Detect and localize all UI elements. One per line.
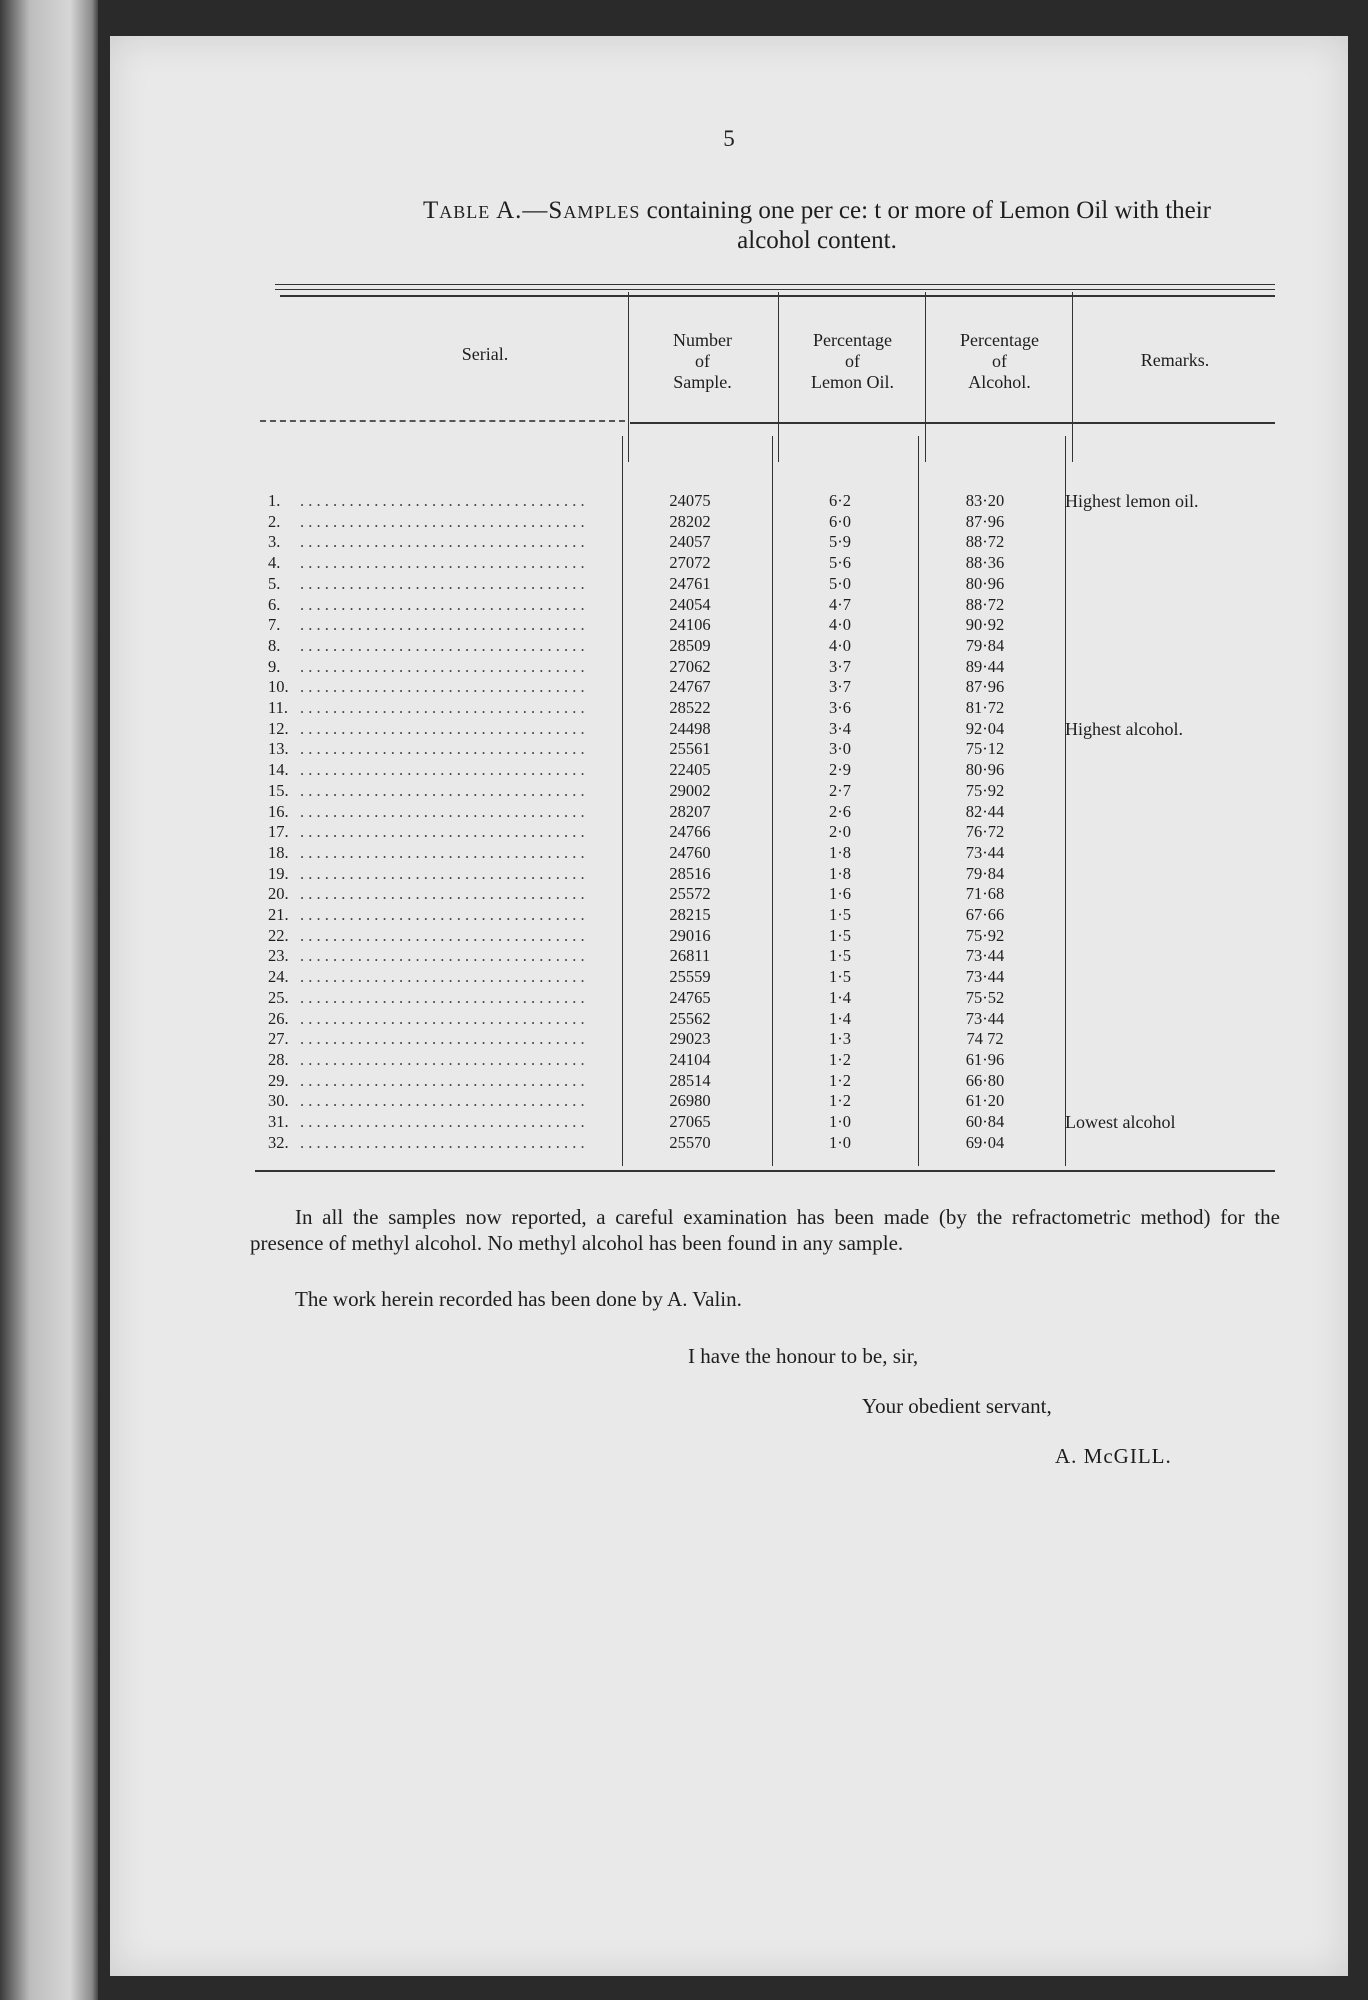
lemon-oil-cell: 3·6	[829, 698, 851, 717]
serial-cell: 26.	[268, 1008, 289, 1028]
serial-cell: 10.	[268, 677, 289, 697]
header-percentage-alcohol: Percentage of Alcohol.	[960, 330, 1039, 392]
column-divider	[925, 292, 926, 462]
alcohol-cell: 71·68	[965, 884, 1005, 904]
sample-number-cell: 28202	[669, 511, 711, 531]
table-row	[110, 739, 1348, 759]
sample-number-cell: 25559	[669, 967, 711, 987]
caption-prefix: Table A.—Samples	[422, 197, 641, 224]
sample-number-cell: 28207	[669, 801, 711, 821]
serial-cell: 14.	[268, 760, 289, 780]
sample-number-cell: 26980	[669, 1091, 711, 1111]
sample-number-cell: 28215	[669, 905, 711, 924]
leader-dots: . . . . . . . . . . . . . . . . . . . . . . . . . . . . . . . . . . .	[300, 946, 585, 966]
closing-line-servant: Your obedient servant,	[862, 1394, 1052, 1418]
sample-number-cell: 26811	[669, 946, 711, 966]
leader-dots: . . . . . . . . . . . . . . . . . . . . . . . . . . . . . . . . . . .	[300, 615, 585, 635]
lemon-oil-cell: 1·5	[829, 925, 851, 945]
table-row	[110, 1029, 1348, 1049]
table-row	[110, 967, 1348, 987]
lemon-oil-cell: 3·7	[829, 677, 851, 697]
table-row	[110, 905, 1348, 925]
alcohol-cell: 89·44	[965, 656, 1005, 676]
sample-number-cell: 24767	[669, 677, 711, 697]
alcohol-cell: 67·66	[965, 905, 1005, 924]
header-percentage-lemon-oil: Percentage of Lemon Oil.	[811, 330, 894, 392]
sample-number-cell: 24057	[669, 532, 711, 552]
leader-dots: . . . . . . . . . . . . . . . . . . . . . . . . . . . . . . . . . . .	[300, 925, 585, 945]
serial-cell: 15.	[268, 780, 289, 800]
serial-cell: 4.	[268, 553, 281, 573]
sample-number-cell: 25562	[669, 1008, 711, 1028]
sample-number-cell: 25561	[669, 739, 711, 759]
serial-cell: 8.	[268, 635, 281, 655]
table-row	[110, 491, 1348, 511]
leader-dots: . . . . . . . . . . . . . . . . . . . . . . . . . . . . . . . . . . .	[300, 780, 585, 800]
document-page	[110, 36, 1348, 1976]
leader-dots: . . . . . . . . . . . . . . . . . . . . . . . . . . . . . . . . . . .	[300, 739, 585, 759]
serial-cell: 32.	[268, 1132, 289, 1152]
remark-cell: Highest alcohol.	[1065, 718, 1183, 739]
table-row	[110, 677, 1348, 697]
lemon-oil-cell: 1·8	[829, 842, 851, 862]
sample-number-cell: 24760	[669, 842, 711, 862]
leader-dots: . . . . . . . . . . . . . . . . . . . . . . . . . . . . . . . . . . .	[300, 553, 585, 573]
leader-dots: . . . . . . . . . . . . . . . . . . . . . . . . . . . . . . . . . . .	[300, 656, 585, 676]
serial-cell: 11.	[268, 698, 289, 717]
alcohol-cell: 90·92	[965, 615, 1005, 635]
table-row	[110, 864, 1348, 884]
alcohol-cell: 73·44	[965, 946, 1005, 966]
table-row	[110, 1050, 1348, 1070]
sample-number-cell: 28522	[669, 698, 711, 717]
alcohol-cell: 82·44	[965, 801, 1005, 821]
table-row	[110, 595, 1348, 615]
sample-number-cell: 24054	[669, 594, 711, 614]
leader-dots: . . . . . . . . . . . . . . . . . . . . . . . . . . . . . . . . . . .	[300, 532, 585, 552]
alcohol-cell: 61·20	[965, 1091, 1005, 1111]
sample-number-cell: 25572	[669, 884, 711, 904]
lemon-oil-cell: 1·5	[829, 905, 851, 924]
header-remarks: Remarks.	[1140, 350, 1210, 370]
serial-cell: 28.	[268, 1049, 289, 1069]
sample-number-cell: 29002	[669, 780, 711, 800]
table-row	[110, 843, 1348, 863]
sample-number-cell: 27065	[669, 1112, 711, 1131]
sample-number-cell: 24761	[669, 573, 711, 593]
table-row	[110, 574, 1348, 594]
table-caption	[282, 196, 1352, 256]
closing-line-honour: I have the honour to be, sir,	[688, 1344, 919, 1368]
lemon-oil-cell: 1·0	[829, 1112, 851, 1131]
table-row	[110, 946, 1348, 966]
leader-dots: . . . . . . . . . . . . . . . . . . . . . . . . . . . . . . . . . . .	[300, 801, 585, 821]
signature-name: A. McGILL.	[1055, 1444, 1172, 1468]
leader-dots: . . . . . . . . . . . . . . . . . . . . . . . . . . . . . . . . . . .	[300, 842, 585, 862]
serial-cell: 5.	[268, 573, 281, 593]
lemon-oil-cell: 1·5	[829, 967, 851, 987]
alcohol-cell: 83·20	[965, 491, 1005, 510]
lemon-oil-cell: 3·4	[829, 718, 851, 738]
table-top-rule	[275, 284, 1275, 290]
lemon-oil-cell: 5·6	[829, 553, 851, 573]
caption-line2: alcohol content.	[737, 227, 897, 254]
lemon-oil-cell: 5·9	[829, 532, 851, 552]
header-serial: Serial.	[461, 344, 509, 364]
alcohol-cell: 88·72	[965, 594, 1005, 614]
leader-dots: . . . . . . . . . . . . . . . . . . . . . . . . . . . . . . . . . . .	[300, 987, 585, 1007]
remark-cell: Lowest alcohol	[1065, 1112, 1176, 1132]
header-bottom-rule	[260, 420, 625, 422]
lemon-oil-cell: 6·2	[829, 491, 851, 510]
caption-line1: containing one per ce: t or more of Lemon Oil with their	[640, 197, 1212, 224]
leader-dots: . . . . . . . . . . . . . . . . . . . . . . . . . . . . . . . . . . .	[300, 905, 585, 924]
serial-cell: 21.	[268, 905, 289, 924]
leader-dots: . . . . . . . . . . . . . . . . . . . . . . . . . . . . . . . . . . .	[300, 491, 585, 510]
leader-dots: . . . . . . . . . . . . . . . . . . . . . . . . . . . . . . . . . . .	[300, 863, 585, 883]
lemon-oil-cell: 5·0	[829, 573, 851, 593]
table-row	[110, 1112, 1348, 1132]
lemon-oil-cell: 4·0	[829, 635, 851, 655]
leader-dots: . . . . . . . . . . . . . . . . . . . . . . . . . . . . . . . . . . .	[300, 1070, 585, 1090]
alcohol-cell: 87·96	[965, 511, 1005, 531]
lemon-oil-cell: 1·2	[829, 1070, 851, 1090]
leader-dots: . . . . . . . . . . . . . . . . . . . . . . . . . . . . . . . . . . .	[300, 760, 585, 780]
table-row	[110, 1133, 1348, 1153]
paragraph-methyl-alcohol: In all the samples now reported, a careful examination has been made (by the refractometric method) for the presence of methyl alcohol. No methyl alcohol has been found in any sample.	[250, 1205, 1280, 1255]
sample-number-cell: 22405	[669, 760, 711, 780]
serial-cell: 29.	[268, 1070, 289, 1090]
serial-cell: 6.	[268, 594, 281, 614]
lemon-oil-cell: 2·7	[829, 780, 851, 800]
sample-number-cell: 24106	[669, 615, 711, 635]
table-row	[110, 719, 1348, 739]
leader-dots: . . . . . . . . . . . . . . . . . . . . . . . . . . . . . . . . . . .	[300, 822, 585, 842]
leader-dots: . . . . . . . . . . . . . . . . . . . . . . . . . . . . . . . . . . .	[300, 1008, 585, 1028]
alcohol-cell: 75·52	[965, 987, 1005, 1007]
leader-dots: . . . . . . . . . . . . . . . . . . . . . . . . . . . . . . . . . . .	[300, 1091, 585, 1111]
sample-number-cell: 25570	[669, 1132, 711, 1152]
leader-dots: . . . . . . . . . . . . . . . . . . . . . . . . . . . . . . . . . . .	[300, 594, 585, 614]
leader-dots: . . . . . . . . . . . . . . . . . . . . . . . . . . . . . . . . . . .	[300, 677, 585, 697]
alcohol-cell: 73·44	[965, 842, 1005, 862]
alcohol-cell: 75·92	[965, 780, 1005, 800]
leader-dots: . . . . . . . . . . . . . . . . . . . . . . . . . . . . . . . . . . .	[300, 884, 585, 904]
serial-cell: 18.	[268, 842, 289, 862]
alcohol-cell: 80·96	[965, 573, 1005, 593]
table-row	[110, 1009, 1348, 1029]
table-row	[110, 926, 1348, 946]
column-divider	[1072, 292, 1073, 462]
serial-cell: 22.	[268, 925, 289, 945]
alcohol-cell: 87·96	[965, 677, 1005, 697]
leader-dots: . . . . . . . . . . . . . . . . . . . . . . . . . . . . . . . . . . .	[300, 1029, 585, 1049]
table-row	[110, 657, 1348, 677]
sample-number-cell: 24104	[669, 1049, 711, 1069]
lemon-oil-cell: 1·6	[829, 884, 851, 904]
serial-cell: 7.	[268, 615, 281, 635]
lemon-oil-cell: 2·6	[829, 801, 851, 821]
leader-dots: . . . . . . . . . . . . . . . . . . . . . . . . . . . . . . . . . . .	[300, 1112, 585, 1131]
alcohol-cell: 88·72	[965, 532, 1005, 552]
alcohol-cell: 79·84	[965, 863, 1005, 883]
table-row	[110, 512, 1348, 532]
sample-number-cell: 24765	[669, 987, 711, 1007]
serial-cell: 20.	[268, 884, 289, 904]
leader-dots: . . . . . . . . . . . . . . . . . . . . . . . . . . . . . . . . . . .	[300, 1132, 585, 1152]
serial-cell: 23.	[268, 946, 289, 966]
table-row	[110, 615, 1348, 635]
table-row	[110, 636, 1348, 656]
sample-number-cell: 29016	[669, 925, 711, 945]
lemon-oil-cell: 6·0	[829, 511, 851, 531]
alcohol-cell: 81·72	[965, 698, 1005, 717]
table-row	[110, 553, 1348, 573]
alcohol-cell: 80·96	[965, 760, 1005, 780]
column-divider	[778, 292, 779, 462]
sample-number-cell: 24075	[669, 491, 711, 510]
table-row	[110, 822, 1348, 842]
scan-edge	[0, 0, 98, 2000]
alcohol-cell: 73·44	[965, 967, 1005, 987]
sample-number-cell: 28509	[669, 635, 711, 655]
sample-number-cell: 28514	[669, 1070, 711, 1090]
lemon-oil-cell: 1·2	[829, 1049, 851, 1069]
serial-cell: 27.	[268, 1029, 289, 1049]
leader-dots: . . . . . . . . . . . . . . . . . . . . . . . . . . . . . . . . . . .	[300, 718, 585, 738]
lemon-oil-cell: 4·0	[829, 615, 851, 635]
alcohol-cell: 60·84	[965, 1112, 1005, 1131]
serial-cell: 16.	[268, 801, 289, 821]
leader-dots: . . . . . . . . . . . . . . . . . . . . . . . . . . . . . . . . . . .	[300, 573, 585, 593]
lemon-oil-cell: 4·7	[829, 594, 851, 614]
table-bottom-rule	[255, 1170, 1275, 1172]
serial-cell: 24.	[268, 967, 289, 987]
table-row	[110, 1071, 1348, 1091]
serial-cell: 17.	[268, 822, 289, 842]
leader-dots: . . . . . . . . . . . . . . . . . . . . . . . . . . . . . . . . . . .	[300, 698, 585, 717]
serial-cell: 9.	[268, 656, 281, 676]
serial-cell: 25.	[268, 987, 289, 1007]
serial-cell: 2.	[268, 511, 281, 531]
serial-cell: 13.	[268, 739, 289, 759]
table-row	[110, 1091, 1348, 1111]
alcohol-cell: 69·04	[965, 1132, 1005, 1152]
alcohol-cell: 75·92	[965, 925, 1005, 945]
leader-dots: . . . . . . . . . . . . . . . . . . . . . . . . . . . . . . . . . . .	[300, 635, 585, 655]
header-number-of-sample: Number of Sample.	[673, 330, 732, 392]
table-row	[110, 698, 1348, 718]
lemon-oil-cell: 2·9	[829, 760, 851, 780]
alcohol-cell: 76·72	[965, 822, 1005, 842]
lemon-oil-cell: 1·8	[829, 863, 851, 883]
remark-cell: Highest lemon oil.	[1065, 491, 1199, 511]
lemon-oil-cell: 1·4	[829, 987, 851, 1007]
alcohol-cell: 88·36	[965, 553, 1005, 573]
sample-number-cell: 27062	[669, 656, 711, 676]
lemon-oil-cell: 1·3	[829, 1029, 851, 1049]
leader-dots: . . . . . . . . . . . . . . . . . . . . . . . . . . . . . . . . . . .	[300, 1049, 585, 1069]
table-row	[110, 884, 1348, 904]
alcohol-cell: 92·04	[965, 718, 1005, 738]
sample-number-cell: 28516	[669, 863, 711, 883]
alcohol-cell: 74 72	[966, 1029, 1004, 1049]
alcohol-cell: 79·84	[965, 635, 1005, 655]
lemon-oil-cell: 1·5	[829, 946, 851, 966]
serial-cell: 30.	[268, 1091, 289, 1111]
table-row	[110, 802, 1348, 822]
serial-cell: 1.	[268, 491, 281, 510]
lemon-oil-cell: 1·0	[829, 1132, 851, 1152]
sample-number-cell: 24498	[669, 718, 711, 738]
alcohol-cell: 73·44	[965, 1008, 1005, 1028]
lemon-oil-cell: 3·7	[829, 656, 851, 676]
lemon-oil-cell: 2·0	[829, 822, 851, 842]
page-number: 5	[723, 126, 735, 151]
serial-cell: 19.	[268, 863, 289, 883]
lemon-oil-cell: 1·2	[829, 1091, 851, 1111]
table-row	[110, 760, 1348, 780]
serial-cell: 12.	[268, 718, 289, 738]
lemon-oil-cell: 3·0	[829, 739, 851, 759]
serial-cell: 31.	[268, 1112, 289, 1131]
table-row	[110, 781, 1348, 801]
leader-dots: . . . . . . . . . . . . . . . . . . . . . . . . . . . . . . . . . . .	[300, 511, 585, 531]
sample-number-cell: 29023	[669, 1029, 711, 1049]
lemon-oil-cell: 1·4	[829, 1008, 851, 1028]
table-row	[110, 988, 1348, 1008]
header-bottom-rule	[630, 422, 1275, 424]
leader-dots: . . . . . . . . . . . . . . . . . . . . . . . . . . . . . . . . . . .	[300, 967, 585, 987]
alcohol-cell: 75·12	[965, 739, 1005, 759]
paragraph-work-recorded: The work herein recorded has been done by A. Valin.	[295, 1287, 742, 1311]
sample-number-cell: 27072	[669, 553, 711, 573]
sample-number-cell: 24766	[669, 822, 711, 842]
column-divider	[628, 292, 629, 462]
table-row	[110, 532, 1348, 552]
alcohol-cell: 66·80	[965, 1070, 1005, 1090]
alcohol-cell: 61·96	[965, 1049, 1005, 1069]
serial-cell: 3.	[268, 532, 281, 552]
